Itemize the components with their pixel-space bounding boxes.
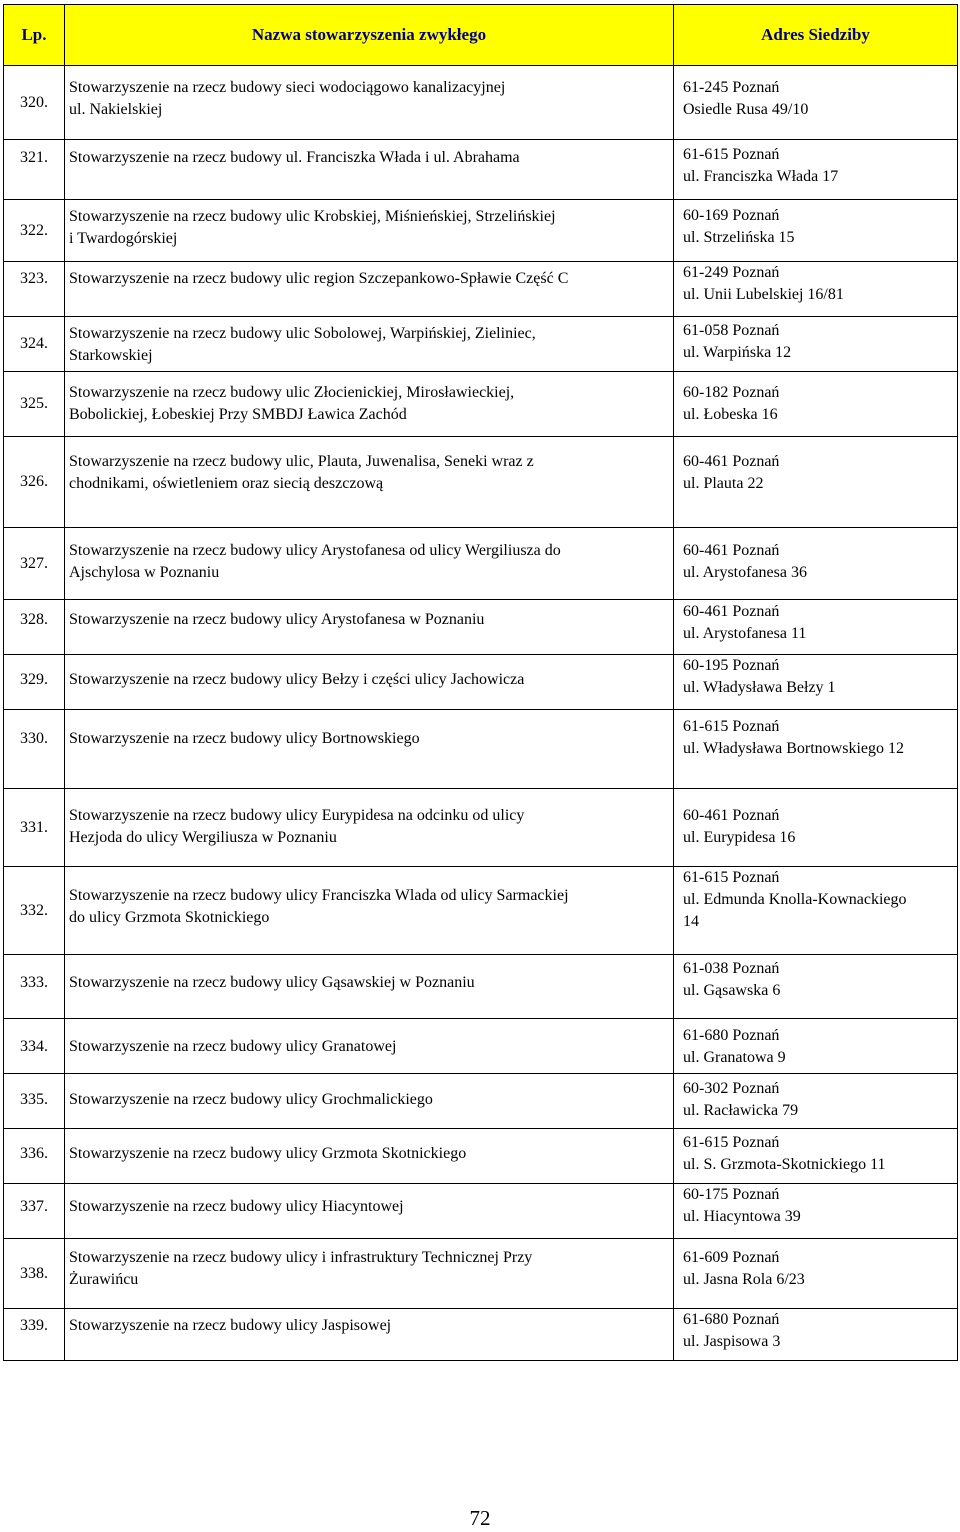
association-address [674, 372, 958, 437]
association-address [674, 867, 958, 955]
header-address: Adres Siedziby [674, 5, 958, 66]
association-name [65, 372, 674, 437]
association-name-line: Stowarzyszenie na rzecz budowy ulicy Grzmota Skotnickiego [69, 1145, 467, 1162]
association-name-line: Hezjoda do ulicy Wergiliusza w Poznaniu [69, 829, 337, 846]
address-line: 61-615 Poznań [683, 869, 780, 886]
address-line: 60-461 Poznań [683, 453, 780, 470]
address-line: ul. Łobeska 16 [683, 406, 778, 423]
association-address [674, 66, 958, 140]
association-name [65, 710, 674, 789]
row-number: 327. [4, 528, 65, 600]
association-name-line: Bobolickiej, Łobeskiej Przy SMBDJ Ławica Zachód [69, 406, 407, 423]
association-name [65, 1019, 674, 1074]
association-name [65, 789, 674, 867]
association-address [674, 1129, 958, 1184]
association-name-line: Stowarzyszenie na rzecz budowy ulic Krobskiej, Miśnieńskiej, Strzelińskiej [69, 208, 556, 225]
association-name-line: ul. Nakielskiej [69, 101, 163, 118]
page-number: 72 [469, 1506, 491, 1530]
association-address [674, 437, 958, 528]
association-name [65, 200, 674, 262]
association-address [674, 317, 958, 372]
association-name [65, 1184, 674, 1239]
address-line: 61-249 Poznań [683, 264, 780, 281]
association-name [65, 955, 674, 1019]
association-name [65, 1129, 674, 1184]
table-row [4, 600, 958, 655]
table-row [4, 789, 958, 867]
address-line: ul. Warpińska 12 [683, 344, 792, 361]
address-line: 60-461 Poznań [683, 603, 780, 620]
address-line: 61-609 Poznań [683, 1249, 780, 1266]
association-name-line: Stowarzyszenie na rzecz budowy ulicy Granatowej [69, 1038, 397, 1055]
row-number: 338. [4, 1239, 65, 1309]
row-number: 325. [4, 372, 65, 437]
associations-table [3, 4, 958, 1361]
row-number: 329. [4, 655, 65, 710]
address-line: ul. Władysława Bortnowskiego 12 [683, 740, 905, 757]
address-line: ul. Franciszka Włada 17 [683, 168, 839, 185]
address-line: ul. Władysława Bełzy 1 [683, 679, 836, 696]
association-address [674, 1239, 958, 1309]
address-line: ul. Racławicka 79 [683, 1102, 799, 1119]
association-name-line: Stowarzyszenie na rzecz budowy ulicy Grochmalickiego [69, 1091, 433, 1108]
address-line: 61-245 Poznań [683, 79, 780, 96]
row-number: 324. [4, 317, 65, 372]
address-line: 60-175 Poznań [683, 1186, 780, 1203]
table-row [4, 955, 958, 1019]
address-line: ul. Plauta 22 [683, 475, 764, 492]
address-line: 61-058 Poznań [683, 322, 780, 339]
association-name-line: Stowarzyszenie na rzecz budowy ulic region Szczepankowo-Spławie Część C [69, 270, 569, 287]
row-number: 339. [4, 1309, 65, 1361]
table-row [4, 262, 958, 317]
association-address [674, 262, 958, 317]
address-line: Osiedle Rusa 49/10 [683, 101, 809, 118]
table-row [4, 1309, 958, 1361]
address-line: 60-169 Poznań [683, 207, 780, 224]
association-name-line: Stowarzyszenie na rzecz budowy ulicy Bełzy i części ulicy Jachowicza [69, 671, 525, 688]
address-line: 60-461 Poznań [683, 542, 780, 559]
table-row [4, 372, 958, 437]
association-name-line: Stowarzyszenie na rzecz budowy ulic Złocienickiej, Mirosławieckiej, [69, 384, 515, 401]
association-name [65, 262, 674, 317]
association-address [674, 200, 958, 262]
table-row [4, 528, 958, 600]
association-name-line: Stowarzyszenie na rzecz budowy ulic Sobolowej, Warpińskiej, Zieliniec, [69, 325, 536, 342]
address-line: 60-461 Poznań [683, 807, 780, 824]
address-line: ul. Jasna Rola 6/23 [683, 1271, 805, 1288]
table-row [4, 1074, 958, 1129]
table-row [4, 655, 958, 710]
address-line: 60-302 Poznań [683, 1080, 780, 1097]
table-row [4, 867, 958, 955]
row-number: 321. [4, 140, 65, 200]
row-number: 335. [4, 1074, 65, 1129]
association-name-line: Stowarzyszenie na rzecz budowy ul. Franciszka Włada i ul. Abrahama [69, 149, 520, 166]
table-row [4, 710, 958, 789]
row-number: 334. [4, 1019, 65, 1074]
row-number: 326. [4, 437, 65, 528]
association-name [65, 1074, 674, 1129]
table-row [4, 437, 958, 528]
association-name-line: Stowarzyszenie na rzecz budowy sieci wodociągowo kanalizacyjnej [69, 79, 506, 96]
association-address [674, 600, 958, 655]
table-row [4, 1129, 958, 1184]
address-line: ul. Hiacyntowa 39 [683, 1208, 801, 1225]
association-address [674, 955, 958, 1019]
table-row [4, 1239, 958, 1309]
association-name [65, 867, 674, 955]
association-name-line: Stowarzyszenie na rzecz budowy ulicy Arystofanesa w Poznaniu [69, 611, 485, 628]
address-line: ul. Gąsawska 6 [683, 982, 781, 999]
table-row [4, 66, 958, 140]
association-name [65, 437, 674, 528]
address-line: 61-680 Poznań [683, 1027, 780, 1044]
row-number: 323. [4, 262, 65, 317]
association-address [674, 789, 958, 867]
address-line: ul. Arystofanesa 36 [683, 564, 807, 581]
address-line: 60-195 Poznań [683, 657, 780, 674]
table-row [4, 317, 958, 372]
address-line: 14 [683, 913, 699, 930]
row-number: 336. [4, 1129, 65, 1184]
header-name: Nazwa stowarzyszenia zwykłego [65, 5, 674, 66]
association-name-line: Stowarzyszenie na rzecz budowy ulicy Bortnowskiego [69, 730, 420, 747]
address-line: 61-615 Poznań [683, 718, 780, 735]
association-name [65, 66, 674, 140]
header-lp: Lp. [4, 5, 65, 66]
row-number: 332. [4, 867, 65, 955]
table-row [4, 1184, 958, 1239]
association-name-line: Stowarzyszenie na rzecz budowy ulicy Gąsawskiej w Poznaniu [69, 974, 475, 991]
row-number: 322. [4, 200, 65, 262]
address-line: ul. S. Grzmota-Skotnickiego 11 [683, 1156, 886, 1173]
address-line: ul. Jaspisowa 3 [683, 1333, 781, 1350]
association-name-line: Stowarzyszenie na rzecz budowy ulic, Plauta, Juwenalisa, Seneki wraz z [69, 453, 534, 470]
association-name-line: Starkowskiej [69, 347, 153, 364]
association-name [65, 317, 674, 372]
address-line: ul. Unii Lubelskiej 16/81 [683, 286, 844, 303]
association-name-line: Ajschylosa w Poznaniu [69, 564, 220, 581]
association-name [65, 655, 674, 710]
address-line: 61-615 Poznań [683, 1134, 780, 1151]
row-number: 337. [4, 1184, 65, 1239]
association-name [65, 140, 674, 200]
address-line: 61-038 Poznań [683, 960, 780, 977]
association-name [65, 1309, 674, 1361]
association-address [674, 710, 958, 789]
association-name [65, 1239, 674, 1309]
association-address [674, 655, 958, 710]
association-name-line: do ulicy Grzmota Skotnickiego [69, 909, 270, 926]
row-number: 333. [4, 955, 65, 1019]
address-line: 61-615 Poznań [683, 146, 780, 163]
association-name-line: Żurawińcu [69, 1271, 139, 1288]
association-name-line: Stowarzyszenie na rzecz budowy ulicy Arystofanesa od ulicy Wergiliusza do [69, 542, 561, 559]
address-line: 61-680 Poznań [683, 1311, 780, 1328]
address-line: 60-182 Poznań [683, 384, 780, 401]
address-line: ul. Arystofanesa 11 [683, 625, 807, 642]
association-address [674, 1019, 958, 1074]
association-address [674, 528, 958, 600]
association-name-line: i Twardogórskiej [69, 230, 178, 247]
association-address [674, 140, 958, 200]
association-name-line: chodnikami, oświetleniem oraz siecią deszczową [69, 475, 384, 492]
row-number: 330. [4, 710, 65, 789]
table-header-row [4, 5, 958, 66]
address-line: ul. Strzelińska 15 [683, 229, 795, 246]
association-name [65, 600, 674, 655]
association-address [674, 1074, 958, 1129]
association-name-line: Stowarzyszenie na rzecz budowy ulicy Hiacyntowej [69, 1198, 404, 1215]
row-number: 331. [4, 789, 65, 867]
address-line: ul. Edmunda Knolla-Kownackiego [683, 891, 907, 908]
address-line: ul. Eurypidesa 16 [683, 829, 796, 846]
row-number: 320. [4, 66, 65, 140]
association-address [674, 1309, 958, 1361]
table-row [4, 1019, 958, 1074]
association-name-line: Stowarzyszenie na rzecz budowy ulicy i infrastruktury Technicznej Przy [69, 1249, 533, 1266]
table-row [4, 140, 958, 200]
address-line: ul. Granatowa 9 [683, 1049, 786, 1066]
association-name-line: Stowarzyszenie na rzecz budowy ulicy Jaspisowej [69, 1317, 392, 1334]
association-name [65, 528, 674, 600]
association-name-line: Stowarzyszenie na rzecz budowy ulicy Franciszka Wlada od ulicy Sarmackiej [69, 887, 569, 904]
association-address [674, 1184, 958, 1239]
association-name-line: Stowarzyszenie na rzecz budowy ulicy Eurypidesa na odcinku od ulicy [69, 807, 525, 824]
row-number: 328. [4, 600, 65, 655]
table-row [4, 200, 958, 262]
